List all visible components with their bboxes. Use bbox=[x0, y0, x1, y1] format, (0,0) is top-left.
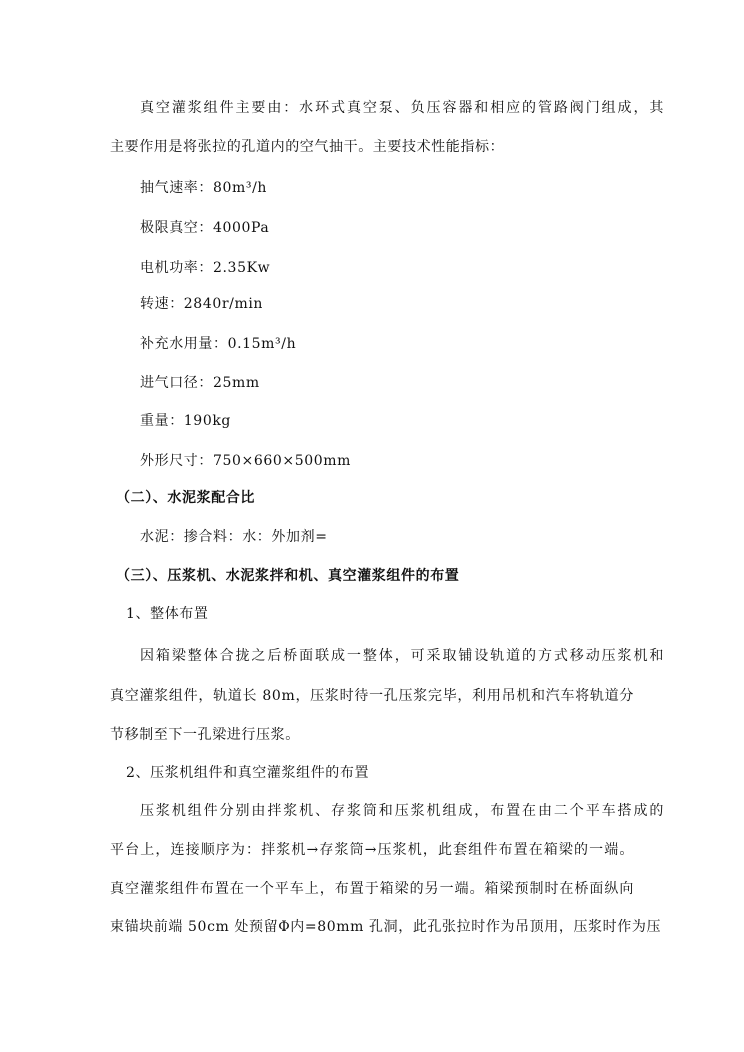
paragraph-line: 平台上，连接顺序为：拌浆机→存浆筒→压浆机，此套组件布置在箱梁的一端。 bbox=[110, 842, 634, 858]
spec-inlet: 进气口径：25mm bbox=[140, 375, 260, 391]
spec-size: 外形尺寸：750×660×500mm bbox=[140, 453, 351, 469]
paragraph-line: 真空灌浆组件，轨道长 80m，压浆时待一孔压浆完毕，利用吊机和汽车将轨道分 bbox=[110, 688, 634, 704]
paragraph-line: 真空灌浆组件主要由：水环式真空泵、负压容器和相应的管路阀门组成，其 bbox=[140, 100, 664, 116]
subsection-2: 2、压浆机组件和真空灌浆组件的布置 bbox=[126, 765, 370, 781]
subsection-1: 1、整体布置 bbox=[126, 606, 209, 622]
spec-water: 补充水用量：0.15m³/h bbox=[140, 336, 297, 352]
mix-ratio: 水泥：掺合料：水：外加剂= bbox=[140, 529, 328, 545]
section-heading-3: （三）、压浆机、水泥浆拌和机、真空灌浆组件的布置 bbox=[116, 568, 460, 584]
paragraph-line: 压浆机组件分别由拌浆机、存浆筒和压浆机组成，布置在由二个平车搭成的 bbox=[140, 803, 664, 819]
spec-speed: 转速：2840r/min bbox=[140, 296, 264, 312]
spec-vacuum: 极限真空：4000Pa bbox=[140, 220, 270, 236]
section-heading-2: （二）、水泥浆配合比 bbox=[116, 490, 255, 506]
paragraph-line: 束锚块前端 50cm 处预留Φ内=80mm 孔洞，此孔张拉时作为吊顶用，压浆时作为压 bbox=[110, 919, 662, 935]
paragraph-line: 节移制至下一孔梁进行压浆。 bbox=[110, 727, 300, 743]
paragraph-line: 主要作用是将张拉的孔道内的空气抽干。主要技术性能指标： bbox=[110, 139, 505, 155]
spec-pump-rate: 抽气速率：80m³/h bbox=[140, 180, 268, 196]
paragraph-line: 真空灌浆组件布置在一个平车上，布置于箱梁的另一端。箱梁预制时在桥面纵向 bbox=[110, 881, 634, 897]
spec-power: 电机功率：2.35Kw bbox=[140, 260, 271, 276]
spec-weight: 重量：190kg bbox=[140, 413, 231, 429]
paragraph-line: 因箱梁整体合拢之后桥面联成一整体，可采取铺设轨道的方式移动压浆机和 bbox=[140, 648, 664, 664]
